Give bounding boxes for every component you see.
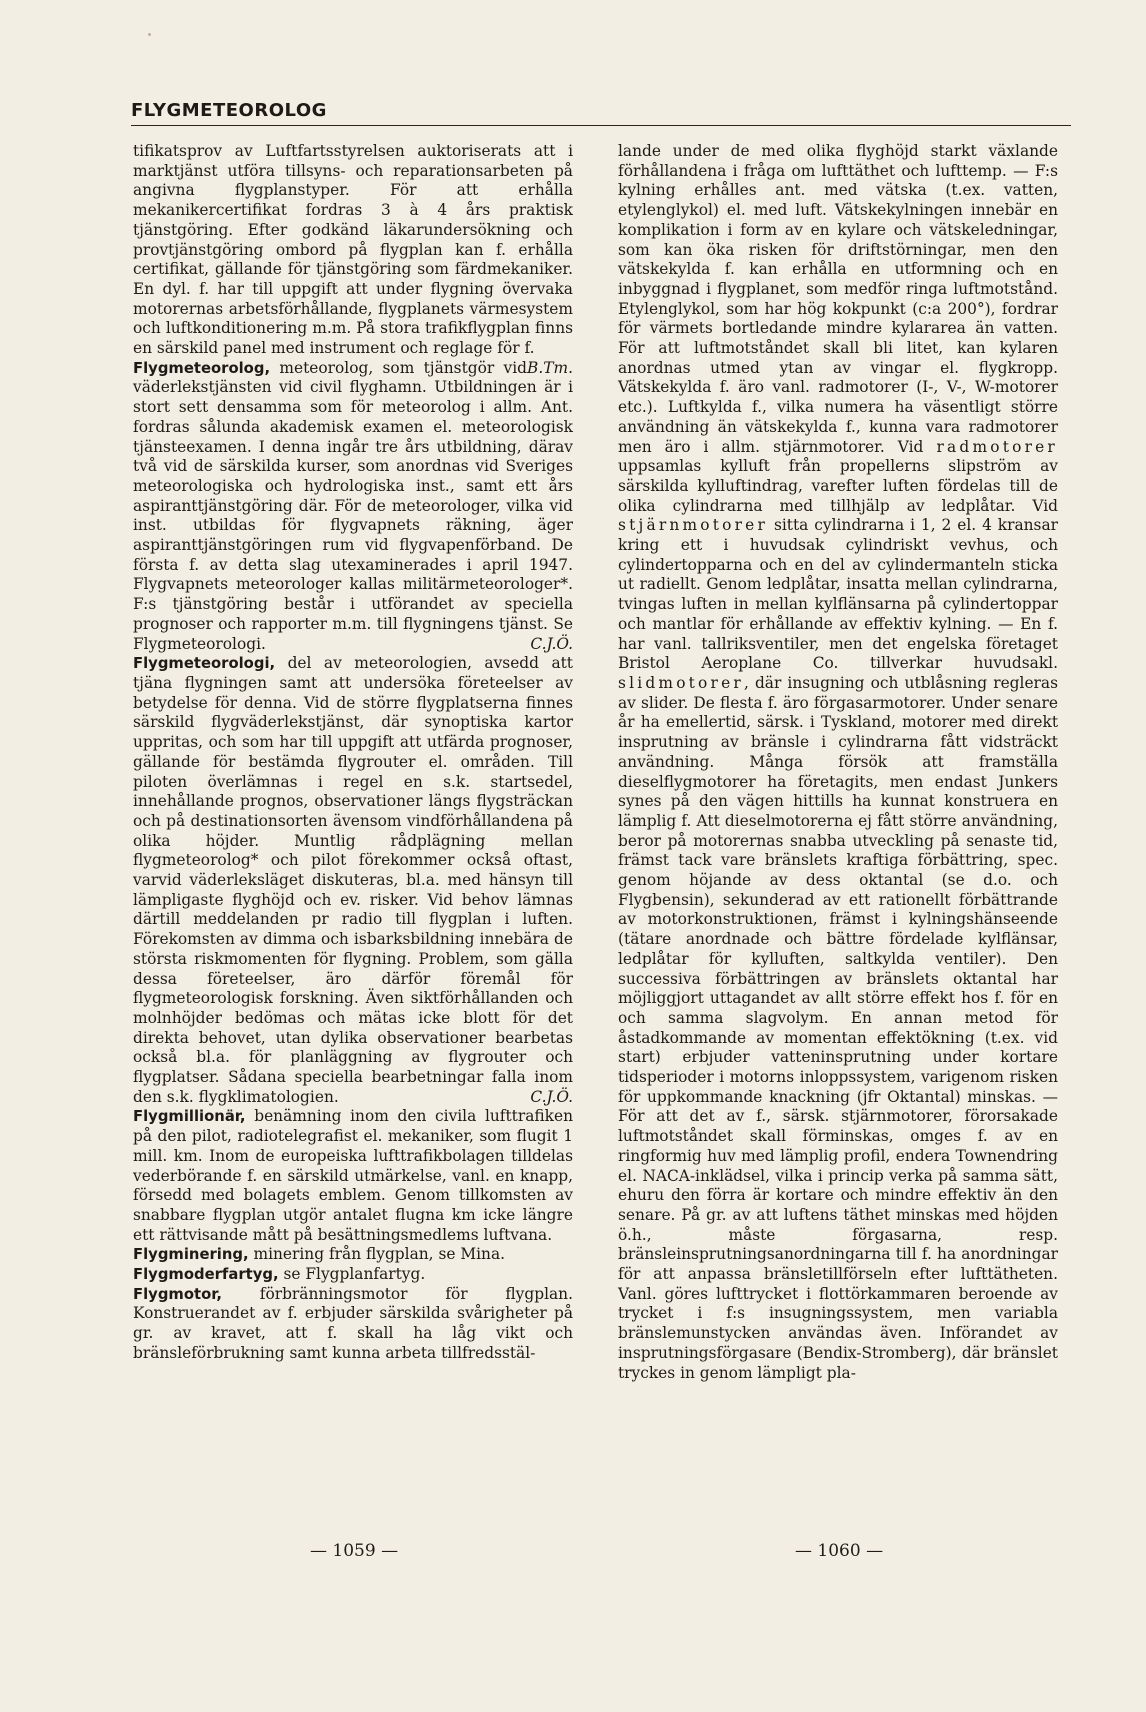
entry-text: del av meteorologien, avsedd att tjäna flygningen samt att undersöka företeelser av betydelse för denna. Vid de större flygplatserna finnes särskild flygväderlekstjänst, där synoptiska kartor uppritas, och som har till uppgift att utfärda prognoser, gällande för bestämda flygrouter el. områden. Till piloten överlämnas i regel en s.k. startsedel, innehållande prognos, observationer längs flygsträckan och på destinationsorten ävensom vindförhållandena på olika höjder. Muntlig rådplägning mellan flygmeteorolog* och pilot förekommer också oftast, varvid väderleksläget diskuteras, bl.a. med hänsyn till lämpligaste flyghöjd och ev. risker. Vid behov lämnas därtill meddelanden pr radio till flygplan i luften. Förekomsten av dimma och isbarksbildning innebära de största riskmomenten för flygning. Problem, som gälla dessa företeelser, äro därför föremål för flygmeteorologisk forskning. Även siktförhållanden och molnhöjder bedömas och mätas icke blott för det direkta behovet, utan dylika observationer bearbetas också bl.a. för planläggning av flygrouter och flygplatser. Sådana speciella bearbetningar falla inom den s.k. flygklimatologien. <box>133 654 573 1106</box>
headword: Flygminering, <box>133 1246 249 1264</box>
flygmotor-continued <box>618 142 1058 1383</box>
text-segment: , där insugning och utblåsning regleras av slider. De flesta f. äro förgasarmotorer. Under senare år ha emellertid, särsk. i Tyskland, motorer med direkt insprutning av bränsle i cylindrarna fått vidsträckt användning. Många försök att framställa dieselflygmotorer ha företagits, men endast Junkers synes på den vägen hittills ha kunnat konstruera en lämplig f. Att dieselmotorerna ej fått större användning, beror på motorernas snabba utveckling på senaste tid, främst tack vare bränslets kraftiga förbättring, spec. genom höjande av dess oktantal (se d.o. och Flygbensin), sekunderad av ett rationellt förbättrande av motorkonstruktionen, främst i kylningshänseende (tätare anordnade och bättre fördelade kylflänsar, ledplåtar för kylluften, saltkylda ventiler). Den successiva förbättringen av bränslets oktantal har möjliggjort uttagandet av allt större effekt hos f. för en och samma slagvolym. En annan metod för åstadkommande av momentan effektökning (t.ex. vid start) erbjuder vatteninsprutning under kortare tidsperioder i motorns inloppssystem, varigenom risken för uppkommande knackning (jfr Oktantal) minskas. — För att det av f., särsk. stjärnmotorer, förorsakade luftmotståndet skall förminskas, omges f. av en ringformig huv med lämplig profil, endera Townendring el. NACA-inklädsel, vilka i princip verka på samma sätt, ehuru den förra är kortare och mindre effektiv än den senare. På gr. av att luftens täthet minskas med höjden ö.h., måste förgasarna, resp. bränsleinsprutningsanordningarna till f. ha anordningar för att anpassa bränsletillförseln efter lufttätheten. Vanl. göres lufttrycket i flottörkammaren beroende av trycket i f:s insugningssystem, men variabla bränslemunstycken användas även. Införandet av insprutningsförgasare (Bendix-Stromberg), där bränslet tryckes in genom lämpligt pla- <box>618 673 1058 1382</box>
entry-text: meteorolog, som tjänstgör vid väderlekstjänsten vid civil flyghamn. Utbildningen är i stort sett densamma som för meteorolog i allm. Ant. fordras sålunda akademisk examen el. meteorologisk tjänsteexamen. I denna ingår tre års utbildning, därav två vid de särskilda kurser, som anordnas vid Sveriges meteorologiska och hydrologiska inst., samt ett års aspiranttjänstgöring där. För de meteorologer, vilka vid inst. utbildas för flygvapnets räkning, äger aspiranttjänstgöringen rum vid flygvapenförband. De första f. av detta slag utexaminerades i april 1947. Flygvapnets meteorologer kallas militärmeteorologer*. F:s tjänstgöring består i utförandet av speciella prognoser och rapporter m.m. till flygningens tjänst. Se Flygmeteorologi. <box>133 358 573 653</box>
entry-flygmeteorologi <box>133 654 573 1107</box>
entry-text: se Flygplanfartyg. <box>278 1265 426 1284</box>
entry-flygmotor <box>133 1285 573 1364</box>
author-signature: C.J.Ö. <box>530 634 573 653</box>
spaced-term: radmotorer <box>936 437 1058 456</box>
continued-text: tifikatsprov av Luftfartsstyrelsen auktoriserats att i marktjänst utföra tillsyns- och reparationsarbeten på angivna flygplanstyper. För att erhålla mekanikercertifikat fordras 3 à 4 års praktisk tjänstgöring. Efter godkänd läkarundersökning och provtjänstgöring ombord på flygplan kan f. erhålla certifikat, gällande för tjänstgöring som färdmekaniker. En dyl. f. har till uppgift att under flygning övervaka motorernas arbetsförhållande, flygplanets värmesystem och luftkonditionering m.m. På stora trafikflygplan finns en särskild panel med instrument och reglage för f. <box>133 142 573 358</box>
left-column <box>133 142 573 1364</box>
header-title: FLYGMETEOROLOG <box>131 100 327 121</box>
author-signature: B.Tm. <box>527 358 573 377</box>
author-signature: C.J.Ö. <box>530 1087 573 1106</box>
headword: Flygmeteorologi, <box>133 655 276 673</box>
entry-flygmeteorolog <box>133 359 573 655</box>
page-number-left: — 1059 — <box>310 1541 399 1561</box>
entry-flygminering <box>133 1245 573 1265</box>
paper-speck <box>148 33 151 36</box>
entry-text: minering från flygplan, se Mina. <box>248 1245 506 1264</box>
headword: Flygmotor, <box>133 1285 222 1303</box>
spaced-term: stjärnmotorer <box>618 516 769 535</box>
entry-flygmillionar <box>133 1107 573 1245</box>
text-segment: sitta cylindrarna i 1, 2 el. 4 kransar kring ett i huvudsak cylindriskt vevhus, och cylindertopparna och en del av cylindermanteln sticka ut radiellt. Genom ledplåtar, insatta mellan cylindrarna, tvingas luften in mellan kylflänsarna på cylindertoppar och mantlar för erhållande av effektiv kylning. — En f. har vanl. tallriksventiler, men det engelska företaget Bristol Aeroplane Co. tillverkar huvudsakl. <box>618 516 1058 673</box>
headword: Flygmeteorolog, <box>133 359 271 377</box>
headword: Flygmillionär, <box>133 1108 246 1126</box>
spaced-term: slidmotorer <box>618 673 744 692</box>
entry-flygmoderfartyg <box>133 1265 573 1285</box>
running-header <box>131 100 1071 126</box>
entry-text: benämning inom den civila lufttrafiken på den pilot, radiotelegrafist el. mekaniker, som flugit 1 mill. km. Inom de europeiska lufttrafikbolagen tilldelas vederbörande f. en särskild utmärkelse, vanl. en knapp, försedd med bolagets emblem. Genom tillkomsten av snabbare flygplan utgör antalet flugna km icke längre ett rättvisande mått på besättningsmedlems luftvana. <box>133 1107 573 1244</box>
entry-text: förbränningsmotor för flygplan. Konstruerandet av f. erbjuder särskilda svårigheter på gr. av kravet, att f. skall ha låg vikt och bränsleförbrukning samt kunna arbeta tillfredsstäl- <box>133 1284 573 1362</box>
page-number-right: — 1060 — <box>795 1541 884 1561</box>
text-segment: uppsamlas kylluft från propellerns slipström av särskilda kylluftindrag, varefter luften fördelas till de olika cylindrarna med tillhjälp av ledplåtar. Vid <box>618 457 1058 515</box>
headword: Flygmoderfartyg, <box>133 1266 279 1284</box>
right-column <box>618 142 1058 1383</box>
text-segment: lande under de med olika flyghöjd starkt växlande förhållandena i fråga om lufttäthet och lufttemp. — F:s kylning erhålles ant. med vätska (t.ex. vatten, etylenglykol) el. med luft. Vätskekylningen innebär en komplikation i form av en kylare och vätskeledningar, som kan öka risken för driftstörningar, men den vätskekylda f. kan erhålla en utformning och en inbyggnad i flygplanet, som medför ringa luftmotstånd. Etylenglykol, som har hög kokpunkt (c:a 200°), fordrar för värmets bortledande mindre kylararea än vatten. För att luftmotståndet skall bli litet, kan kylaren anordnas utmed ytan av vingar el. flygkropp. Vätskekylda f. äro vanl. radmotorer (I-, V-, W-motorer etc.). Luftkylda f., vilka numera ha väsentligt större användning än vätskekylda f., kunna vara radmotorer men äro i allm. stjärnmotorer. Vid <box>618 142 1058 456</box>
